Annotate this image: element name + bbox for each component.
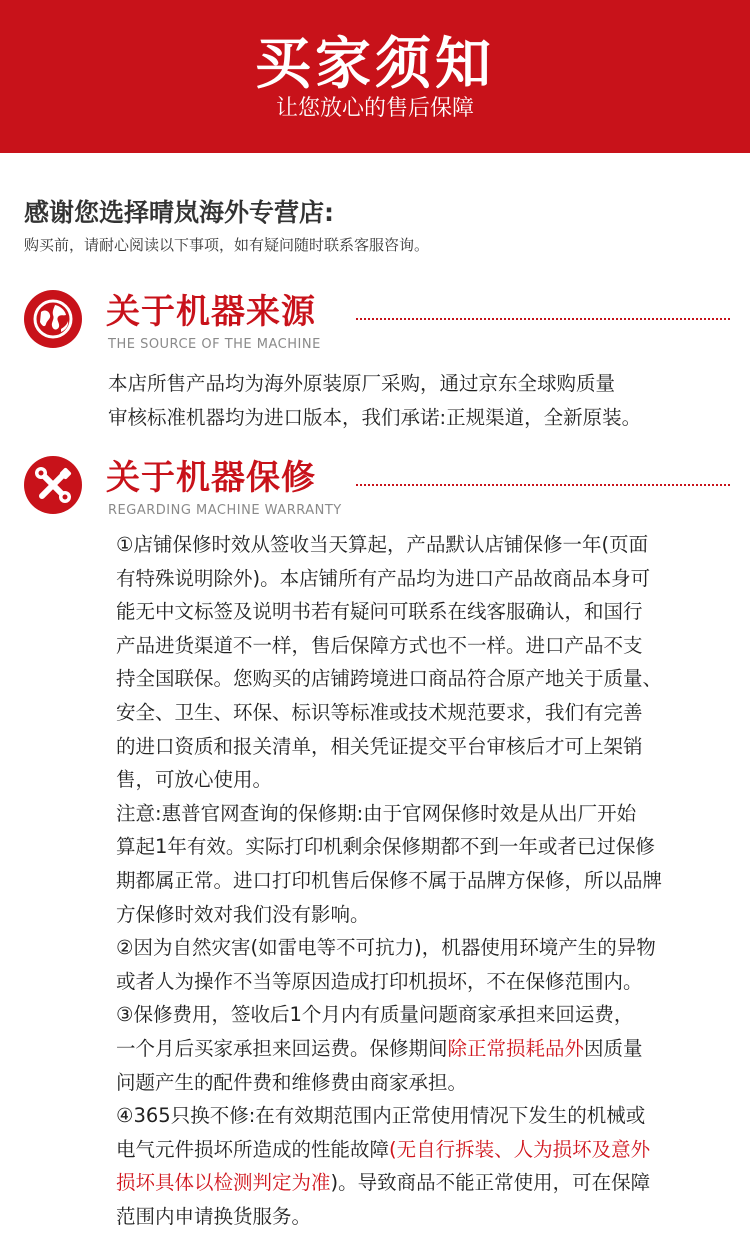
warranty-line: 安全、卫生、环保、标识等标准或技术规范要求，我们有完善: [116, 701, 643, 724]
warranty-line: 范围内申请换货服务。: [116, 1205, 312, 1228]
warranty-section-title-en: REGARDING MACHINE WARRANTY: [108, 503, 342, 518]
warranty-line: 能无中文标签及说明书若有疑问可联系在线客服确认，和国行: [116, 600, 643, 623]
warranty-note-line: 期都属正常。进口打印机售后保修不属于品牌方保修，所以品牌: [116, 869, 663, 892]
warranty-line: ②因为自然灾害(如雷电等不可抗力)，机器使用环境产生的异物: [116, 936, 656, 959]
header-banner: [0, 0, 750, 153]
tools-icon: [24, 456, 82, 514]
globe-icon: [24, 290, 82, 348]
warranty-note-line: 方保修时效对我们没有影响。: [116, 903, 370, 926]
source-line: 审核标准机器均为进口版本，我们承诺:正规渠道，全新原装。: [108, 406, 642, 429]
source-section-divider: [356, 318, 730, 320]
warranty-line: ①店铺保修时效从签收当天算起，产品默认店铺保修一年(页面: [116, 533, 649, 556]
page-title: 买家须知: [255, 32, 495, 97]
highlight-text: (无自行拆装、人为损坏及意外: [389, 1138, 651, 1161]
warranty-line: 有特殊说明除外)。本店铺所有产品均为进口产品故商品本身可: [116, 567, 651, 590]
warranty-line: 持全国联保。您购买的店铺跨境进口商品符合原产地关于质量、: [116, 667, 663, 690]
warranty-line: ④365只换不修:在有效期范围内正常使用情况下发生的机械或: [116, 1104, 646, 1127]
source-section-title-en: THE SOURCE OF THE MACHINE: [108, 337, 321, 352]
source-line: 本店所售产品均为海外原装原厂采购，通过京东全球购质量: [108, 372, 616, 395]
warranty-section-title: 关于机器保修: [106, 458, 316, 498]
warranty-line: 或者人为操作不当等原因造成打印机损坏，不在保修范围内。: [116, 970, 643, 993]
greeting-subtitle: 购买前，请耐心阅读以下事项，如有疑问随时联系客服咨询。: [24, 236, 430, 254]
line-text: )。导致商品不能正常使用，可在保障: [330, 1171, 651, 1194]
warranty-note-line: 注意:惠普官网查询的保修期:由于官网保修时效是从出厂开始: [116, 802, 637, 825]
warranty-line: [116, 1032, 643, 1066]
warranty-note-line: 算起1年有效。实际打印机剩余保修期都不到一年或者已过保修: [116, 835, 655, 858]
line-text: 电气元件损坏所造成的性能故障: [116, 1138, 390, 1161]
source-section-title: 关于机器来源: [106, 292, 316, 332]
warranty-line: [116, 1133, 650, 1167]
warranty-line: ③保修费用，签收后1个月内有质量问题商家承担来回运费，: [116, 1003, 634, 1026]
line-text: 因质量: [584, 1037, 643, 1060]
greeting-title: 感谢您选择晴岚海外专营店:: [24, 198, 334, 227]
highlight-text: 损坏具体以检测判定为准: [116, 1171, 331, 1194]
warranty-section-divider: [356, 484, 730, 486]
line-text: 一个月后买家承担来回运费。保修期间: [116, 1037, 448, 1060]
warranty-line: 问题产生的配件费和维修费由商家承担。: [116, 1071, 468, 1094]
highlight-text: 除正常损耗品外: [447, 1037, 585, 1060]
warranty-line: 产品进货渠道不一样，售后保障方式也不一样。进口产品不支: [116, 634, 643, 657]
warranty-line: 的进口资质和报关清单，相关凭证提交平台审核后才可上架销: [116, 735, 643, 758]
page-subtitle: 让您放心的售后保障: [275, 96, 474, 121]
warranty-line: [116, 1166, 650, 1200]
warranty-line: 售，可放心使用。: [116, 768, 273, 791]
